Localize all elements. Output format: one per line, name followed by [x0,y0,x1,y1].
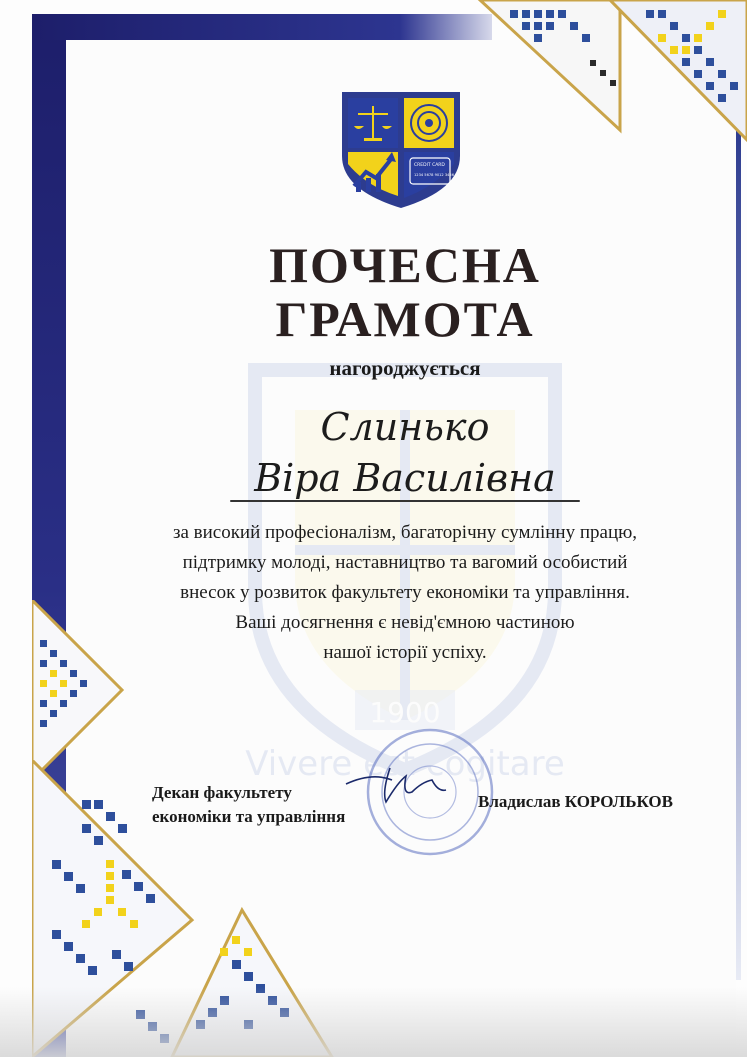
dean-signature [342,762,452,812]
signatory-name: Владислав КОРОЛЬКОВ [478,792,673,811]
title-line-1: ПОЧЕСНА [269,237,541,293]
university-crest-logo [336,86,466,210]
name-flourish-line [230,500,580,502]
left-middle-ornament [32,600,132,780]
citation-line-4: Ваші досягнення є невід'ємною частиною [235,612,575,633]
crest-card-text-2: 1234 5678 9012 3456 [414,173,455,177]
top-right-ornament [470,0,747,200]
title-line-2: ГРАМОТА [275,291,535,347]
recipient-given-names: Віра Василівна [254,456,556,500]
recipient-surname: Слинько [320,405,490,449]
top-border-band [32,14,492,40]
bottom-shadow [0,987,747,1057]
watermark-motto: Vivere est cogitare [245,744,565,784]
citation-line-3: внесок у розвиток факультету економіки та управління. [180,582,630,603]
awarded-to-label: нагороджується [329,356,481,380]
citation-line-5: нашої історії успіху. [323,642,487,663]
signatory-title-line-1: Декан факультету [152,783,292,802]
watermark-year: 1900 [369,696,441,729]
signatory-title-line-2: економіки та управління [152,807,346,826]
citation-line-1: за високий професіоналізм, багаторічну сумлінну працю, [172,522,638,543]
citation-line-2: підтримку молоді, наставництво та вагомий особистий [182,552,628,573]
crest-card-text-1: CREDIT CARD [414,163,445,168]
